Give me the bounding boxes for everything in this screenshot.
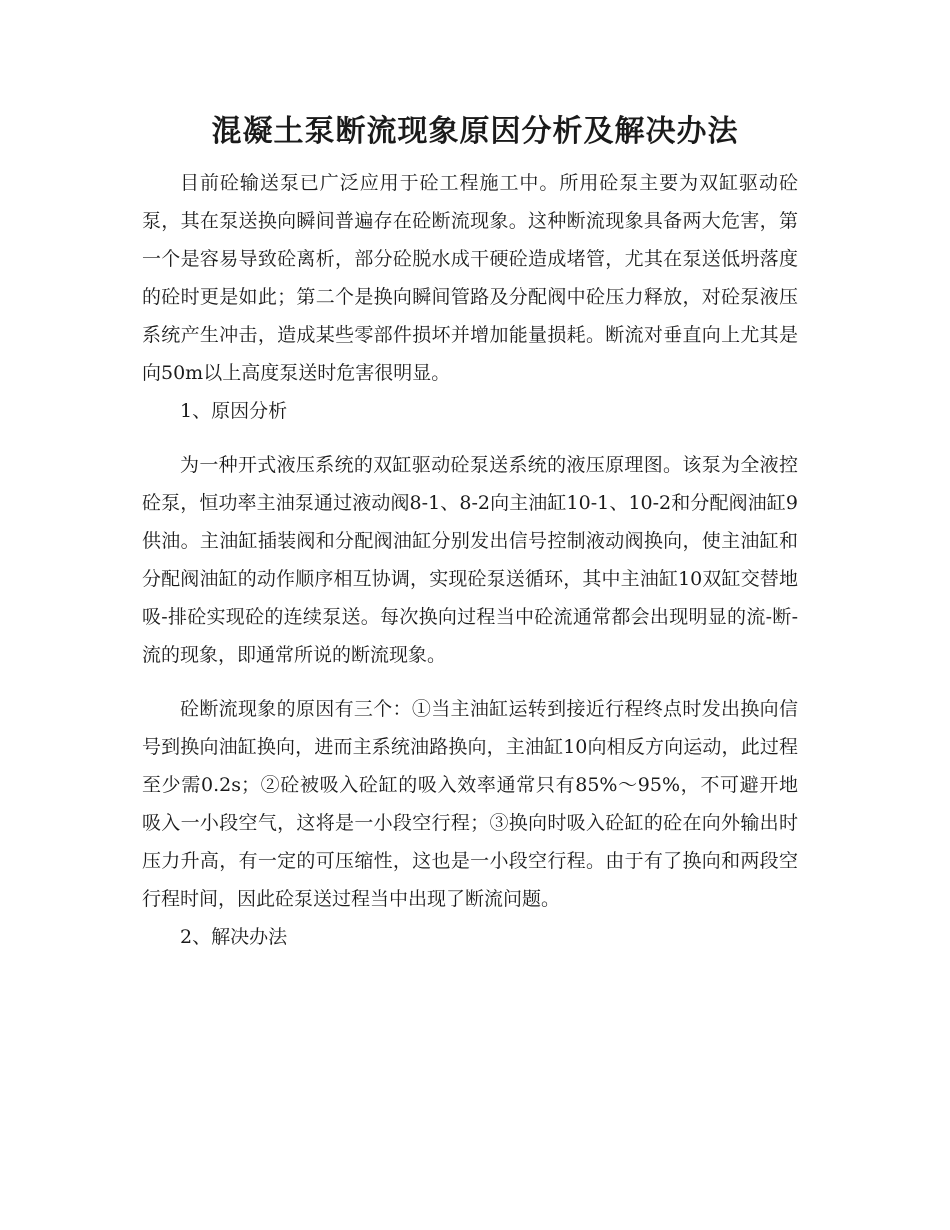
cause-reasons-paragraph: 砼断流现象的原因有三个：①当主油缸运转到接近行程终点时发出换向信号到换向油缸换向，进而主系统油路换向，主油缸10向相反方向运动，此过程至少需0.2s；②砼被吸入砼缸的吸入效率通常只有85%～95%，不可避开地吸入一小段空气，这将是一小段空行程；③换向时吸入砼缸的砼在向外输出时压力升高，有一定的可压缩性，这也是一小段空行程。由于有了换向和两段空行程时间，因此砼泵送过程当中出现了断流问题。 (142, 698, 798, 910)
section-heading-solution: 2、解决办法 (180, 926, 288, 948)
section-heading-cause-analysis: 1、原因分析 (180, 400, 288, 422)
page-title: 混凝土泵断流现象原因分析及解决办法 (211, 114, 739, 149)
hydraulic-system-paragraph: 为一种开式液压系统的双缸驱动砼泵送系统的液压原理图。该泵为全液控砼泵，恒功率主油泵通过液动阀8-1、8-2向主油缸10-1、10-2和分配阀油缸9供油。主油缸插装阀和分配阀油缸分别发出信号控制液动阀换向，使主油缸和分配阀油缸的动作顺序相互协调，实现砼泵送循环，其中主油缸10双缸交替地吸-排砼实现砼的连续泵送。每次换向过程当中砼流通常都会出现明显的流-断-流的现象，即通常所说的断流现象。 (142, 454, 798, 666)
intro-paragraph: 目前砼输送泵已广泛应用于砼工程施工中。所用砼泵主要为双缸驱动砼泵，其在泵送换向瞬间普遍存在砼断流现象。这种断流现象具备两大危害，第一个是容易导致砼离析，部分砼脱水成干硬砼造成堵管，尤其在泵送低坍落度的砼时更是如此；第二个是换向瞬间管路及分配阀中砼压力释放，对砼泵液压系统产生冲击，造成某些零部件损坏并增加能量损耗。断流对垂直向上尤其是向50m以上高度泵送时危害很明显。 (142, 172, 798, 384)
document-body (142, 164, 798, 956)
